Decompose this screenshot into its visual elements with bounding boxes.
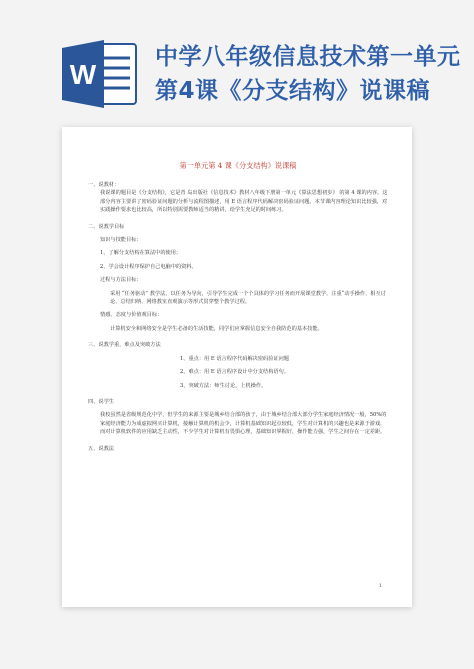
goal-item: 2、学会设计程序保护自己电脑中的资料。 bbox=[100, 263, 197, 270]
section-heading: 五、说教法 bbox=[88, 445, 114, 452]
key-point: 3、突破方法：师生讨论，上机操作。 bbox=[180, 382, 267, 389]
goal-item: 1、了解分支结构在算法中的使用； bbox=[100, 250, 182, 257]
paragraph: 我校虽然是省级规范化中学，但学生的来源主要是城乡结合部的孩子，由于城乡结合部大部分学生家庭经济情况一般，50%的家庭经济能力为成虚拟网买计算机，接触计算机的机会少，计算机基础知识起点较低，学生对计算机的兴趣也是来源于游戏，而对计算机软件的应用缺乏主动性，不少学生对计算机有畏惧心理，基础知识掌握好，操作能力强，学生之间存在一定差距。 bbox=[100, 412, 387, 436]
document-page bbox=[62, 127, 412, 607]
word-document-icon bbox=[60, 38, 140, 110]
header-title bbox=[155, 40, 464, 108]
paragraph: 采用 “任务驱动” 教学法，以任务为导向，引导学生完成一个个具体的学习任务而开展课堂教学，注重“动手操作、相互讨论、总结归纳、网络教室直观演示等形式贯穿整个教学过程。 bbox=[110, 290, 386, 306]
page-number: 1 bbox=[378, 583, 382, 589]
goal-heading: 知识与技能目标： bbox=[100, 237, 142, 244]
goal-heading: 过程与方法目标： bbox=[100, 277, 142, 284]
bottom-fade bbox=[0, 609, 474, 669]
document-body bbox=[88, 161, 388, 453]
document-title: 第一单元第 4 课《分支结构》说课稿 bbox=[179, 161, 297, 170]
section-heading: 二、说教学目标 bbox=[88, 223, 125, 230]
section-heading: 三、说教学重、难点及突破方法 bbox=[88, 342, 161, 349]
header-title-line1: 中学八年级信息技术第一单元 bbox=[155, 44, 461, 70]
paragraph: 计算机安全和网络安全是学生必备的生活技能，同学们应掌握信息安全自我防范的基本技能。 bbox=[110, 325, 323, 332]
paragraph: 我说课的题目是《分支结构》，它是青 岛出版社《信息技术》教材八年级下册第一单元《算法思想初步》 的第 4 课的内容。这部分内容主要讲了密码验证问题的分析与流程图描述，用 E 语言程序代码解决密码验证问题。本节课内容理论知识比较强，对实践操作要求也比较高，所以特别需要教师适当的精讲，给学生充足的时间练习。 bbox=[100, 190, 388, 214]
section-heading: 四、说学生 bbox=[88, 398, 114, 405]
header-title-line2: 第4课《分支结构》说课稿 bbox=[155, 78, 431, 104]
word-logo-letter: W bbox=[69, 59, 97, 90]
key-point: 1、重点：用 E 语言程序代码解决密码验证问题 bbox=[180, 355, 289, 362]
key-point: 2、难点：用 E 语言程序设计中分支结构语句。 bbox=[180, 369, 289, 376]
goal-heading: 情感、态度与价值观目标： bbox=[100, 312, 163, 319]
section-heading: 一、说教材： bbox=[88, 182, 120, 188]
